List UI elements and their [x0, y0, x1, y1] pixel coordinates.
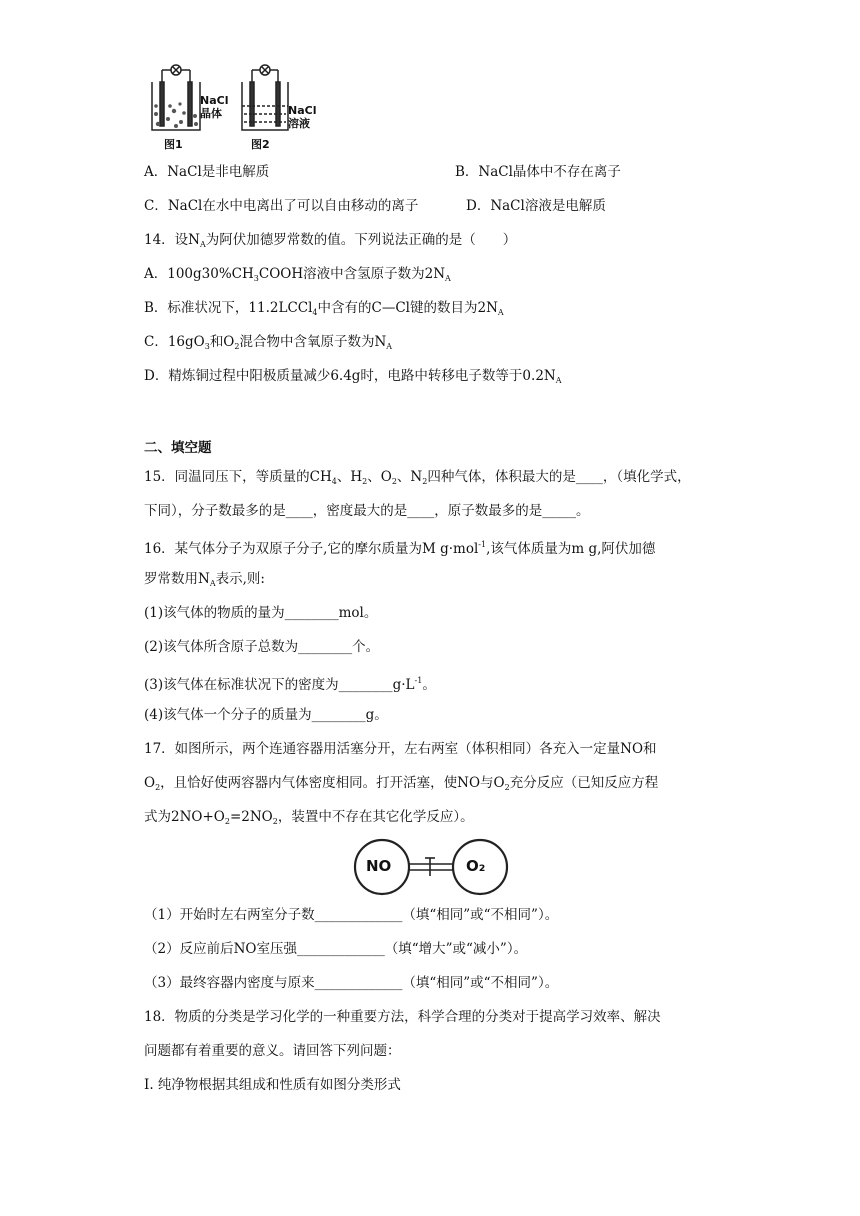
q16-part2: (2)该气体所含原子总数为________个。: [144, 639, 380, 655]
q17-part1: （1）开始时左右两室分子数_____________（填“相同”或“不相同”）。: [144, 907, 559, 923]
conductivity-figure: [148, 64, 328, 154]
q18-line3: I. 纯净物根据其组成和性质有如图分类形式: [144, 1077, 401, 1093]
q13-option-b: B．NaCl晶体中不存在离子: [455, 164, 621, 180]
q17-line3: 式为$2NO+O_2=2NO_2$，装置中不存在其它化学反应）。: [144, 809, 474, 826]
no-label: NO: [366, 857, 392, 875]
q13-option-a: A．NaCl是非电解质: [144, 164, 270, 180]
q14-option-d: D．精炼铜过程中阳极质量减少6.4g时，电路中转移电子数等于$0.2N_A$: [144, 368, 562, 385]
o2-label: O₂: [466, 857, 486, 875]
q16-line2: 罗常数用$N_A$表示,则:: [144, 571, 265, 588]
q13-option-c: C．NaCl在水中电离出了可以自由移动的离子: [144, 198, 419, 214]
q17-line1: 17．如图所示，两个连通容器用活塞分开，左右两室（体积相同）各充入一定量NO和: [144, 741, 657, 757]
q15-line2: 下同），分子数最多的是____，密度最大的是____，原子数最多的是_____。: [144, 503, 590, 519]
q14-option-a: A．$100g30\%CH_3COOH$溶液中含氢原子数为$2N_A$: [144, 266, 451, 283]
q14-option-b: B．标准状况下，11.2LCCl$_4$中含有的C—Cl键的数目为$2N_A$: [144, 300, 504, 317]
q17-line2: $O_2$，且恰好使两容器内气体密度相同。打开活塞，使NO与$O_2$充分反应（已知反应方程: [144, 775, 659, 792]
q14-stem: 14．设$N_A$为阿伏加德罗常数的值。下列说法正确的是（ ）: [144, 232, 517, 249]
fig2-label-line2: 溶液: [288, 117, 310, 130]
fig1-caption: 图1: [164, 138, 183, 151]
q17-part3: （3）最终容器内密度与原来_____________（填“相同”或“不相同”）。: [144, 975, 559, 991]
q16-part1: (1)该气体的物质的量为________mol。: [144, 605, 378, 621]
fig2-label-line1: NaCl: [288, 104, 317, 117]
q13-option-d: D．NaCl溶液是电解质: [466, 198, 606, 214]
fig2-caption: 图2: [251, 138, 270, 151]
q18-line1: 18．物质的分类是学习化学的一种重要方法，科学合理的分类对于提高学习效率、解决: [144, 1009, 661, 1025]
section-title: 二、填空题: [144, 440, 212, 456]
fig1-label-line1: NaCl: [200, 94, 229, 107]
q15-line1: 15．同温同压下，等质量的$CH_4$、$H_2$、$O_2$、$N_2$四种气体，体积最大的是____，（填化学式，: [144, 469, 691, 486]
q16-part3: (3)该气体在标准状况下的密度为$\_\_\_\_\_\_\_\_g\cdot L^{-1}$。: [144, 676, 436, 693]
q16-part4: (4)该气体一个分子的质量为________g。: [144, 707, 388, 723]
fig1-label-line2: 晶体: [200, 107, 222, 120]
q14-option-c: C．$16gO_3$和$O_2$混合物中含氧原子数为$N_A$: [144, 334, 393, 351]
connected-containers-figure: [352, 836, 512, 898]
beaker-2: [242, 65, 288, 130]
beaker-1: [152, 65, 200, 130]
q18-line2: 问题都有着重要的意义。请回答下列问题：: [144, 1043, 401, 1059]
q16-line1: 16．某气体分子为双原子分子,它的摩尔质量为M g·mol$^{-1}$,该气体质量为m g,阿伏加德: [144, 540, 656, 557]
q17-part2: （2）反应前后NO室压强_____________（填“增大”或“减小”）。: [144, 941, 528, 957]
